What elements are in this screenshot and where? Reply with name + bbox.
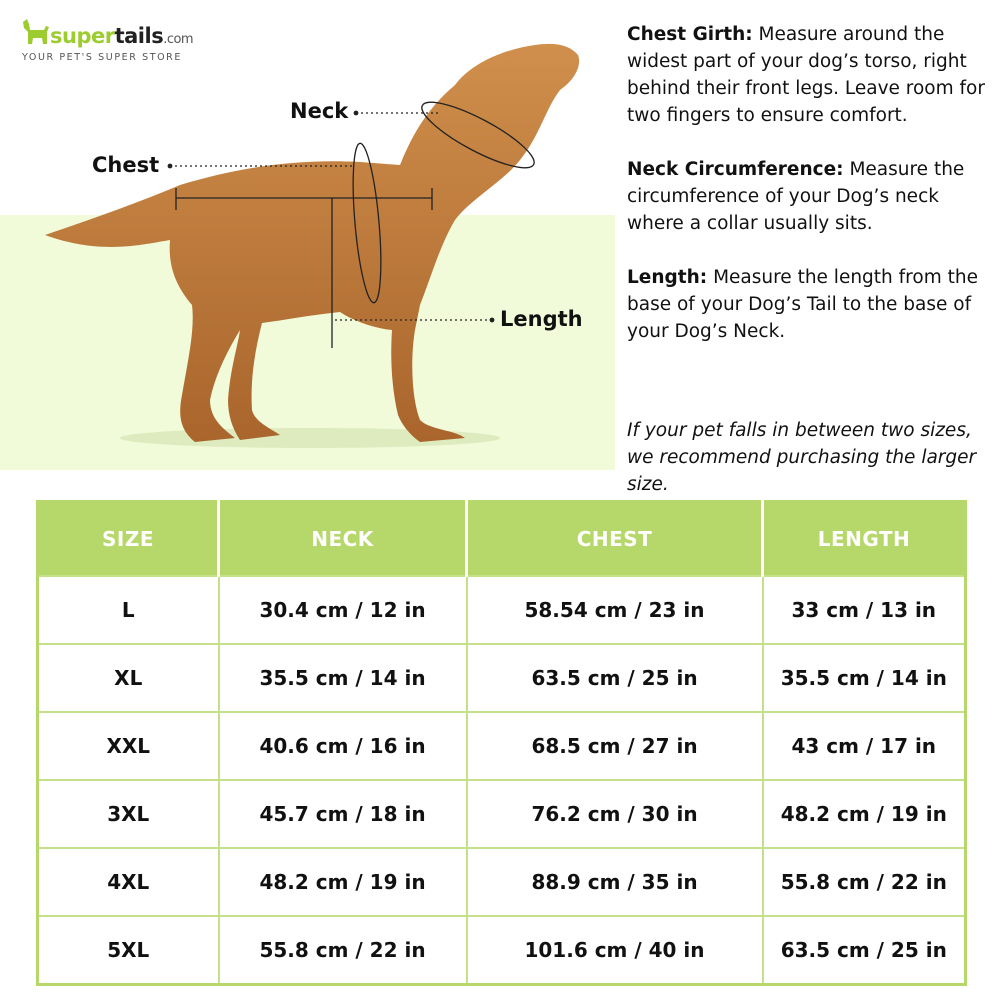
length-text: Measure the length from the base of your Dog’s Tail to the base of your Dog’s Neck. — [627, 267, 978, 342]
table-row — [38, 848, 966, 916]
neck-circumference-title: Neck Circumference: — [627, 159, 844, 180]
neck-cell: 35.5 cm / 14 in — [219, 644, 467, 712]
brand-tagline: YOUR PET'S SUPER STORE — [22, 52, 182, 63]
table-header-row — [38, 502, 966, 577]
size-advice-note: If your pet falls in between two sizes, we recommend purchasing the larger size. — [627, 420, 977, 495]
table-row — [38, 644, 966, 712]
neck-circumference-description — [627, 156, 992, 237]
chest-label: Chest — [92, 153, 160, 177]
chest-cell: 63.5 cm / 25 in — [467, 644, 763, 712]
neck-cell: 48.2 cm / 19 in — [219, 848, 467, 916]
length-cell: 33 cm / 13 in — [763, 576, 966, 644]
chest-cell: 68.5 cm / 27 in — [467, 712, 763, 780]
length-cell: 55.8 cm / 22 in — [763, 848, 966, 916]
chest-cell: 88.9 cm / 35 in — [467, 848, 763, 916]
chest-girth-description — [627, 21, 992, 129]
neck-label: Neck — [290, 99, 349, 123]
neck-cell: 55.8 cm / 22 in — [219, 916, 467, 985]
table-row — [38, 712, 966, 780]
chest-girth-text: Measure around the widest part of your dog’s torso, right behind their front legs. Leave room for two fingers to ensure comfort. — [627, 24, 985, 126]
brand-name: supertails.com — [50, 24, 194, 48]
length-title: Length: — [627, 267, 708, 288]
header-size: SIZE — [38, 502, 219, 577]
length-description — [627, 264, 992, 345]
neck-circumference-text: Measure the circumference of your Dog’s neck where a collar usually sits. — [627, 159, 965, 234]
size-chart-table — [36, 500, 967, 986]
size-cell: 4XL — [38, 848, 219, 916]
header-neck: NECK — [219, 502, 467, 577]
neck-cell: 30.4 cm / 12 in — [219, 576, 467, 644]
length-label: Length — [500, 307, 583, 331]
length-cell: 48.2 cm / 19 in — [763, 780, 966, 848]
header-length: LENGTH — [763, 502, 966, 577]
table-row — [38, 780, 966, 848]
dog-measurement-illustration — [0, 30, 620, 470]
chest-cell: 58.54 cm / 23 in — [467, 576, 763, 644]
chest-girth-title: Chest Girth: — [627, 24, 753, 45]
size-cell: 3XL — [38, 780, 219, 848]
neck-cell: 45.7 cm / 18 in — [219, 780, 467, 848]
table-row — [38, 576, 966, 644]
table-row — [38, 916, 966, 985]
size-cell: XL — [38, 644, 219, 712]
chest-cell: 76.2 cm / 30 in — [467, 780, 763, 848]
size-cell: XXL — [38, 712, 219, 780]
neck-cell: 40.6 cm / 16 in — [219, 712, 467, 780]
length-cell: 63.5 cm / 25 in — [763, 916, 966, 985]
length-cell: 43 cm / 17 in — [763, 712, 966, 780]
size-cell: L — [38, 576, 219, 644]
length-cell: 35.5 cm / 14 in — [763, 644, 966, 712]
chest-cell: 101.6 cm / 40 in — [467, 916, 763, 985]
header-chest: CHEST — [467, 502, 763, 577]
size-cell: 5XL — [38, 916, 219, 985]
